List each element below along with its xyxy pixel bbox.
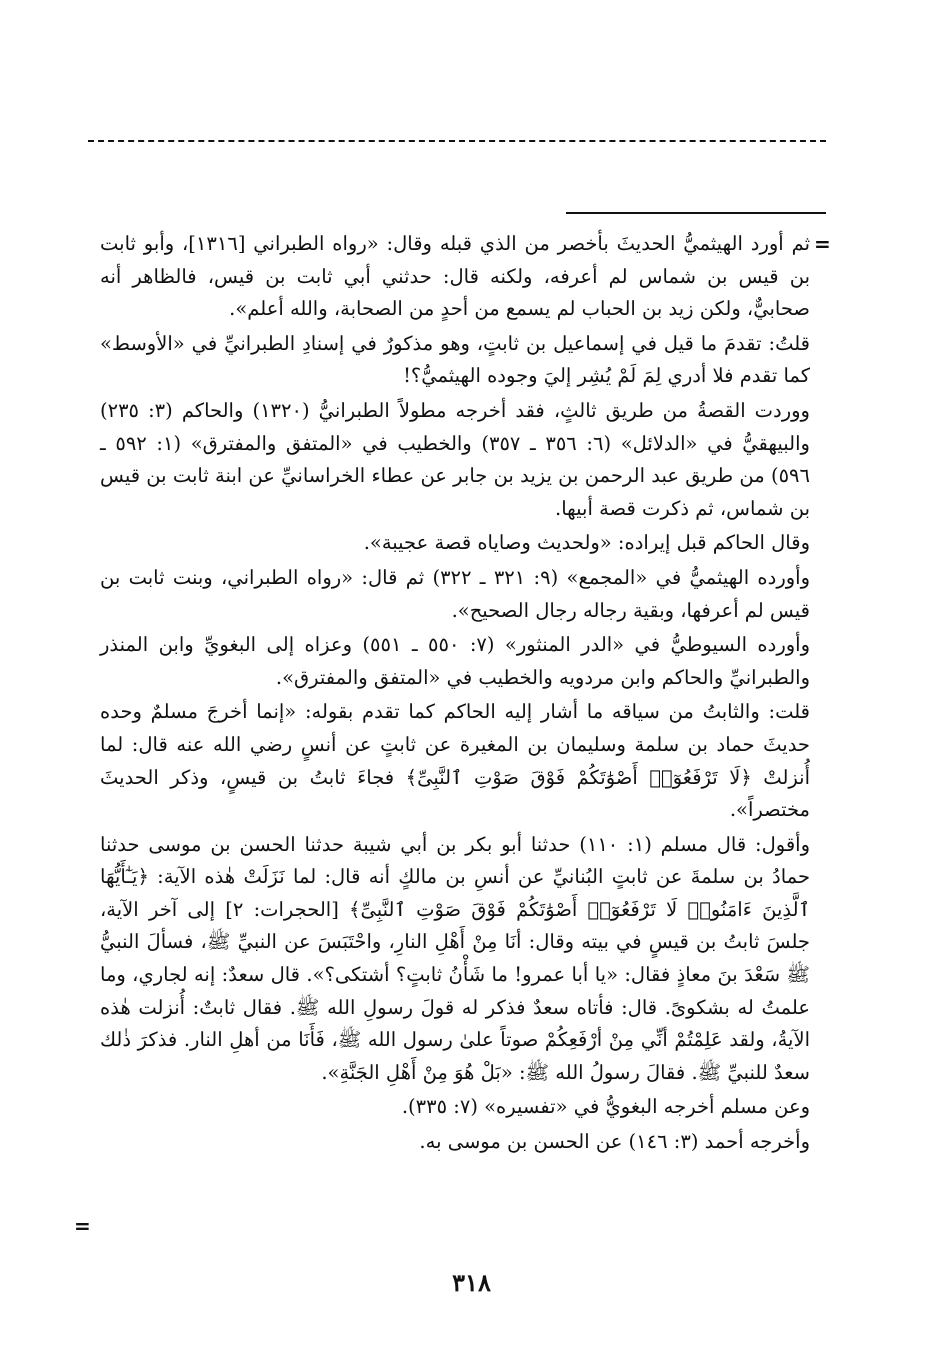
page-number: ٣١٨ [452, 1268, 491, 1297]
paragraph: وأقول: قال مسلم (١: ١١٠) حدثنا أبو بكر بن أبي شيبة حدثنا الحسن بن موسى حدثنا حمادُ بن سلمةَ عن ثابتٍ البُنانيِّ عن أنسِ بن مالكٍ أنه قال: لما نَزَلَتْ هٰذه الآية: ﴿يَـٰٓأَيُّهَا ٱلَّذِينَ ءَامَنُوا۟ لَا تَرْفَعُوٓا۟ أَصْوَٰتَكُمْ فَوْقَ صَوْتِ ٱلنَّبِىِّ﴾ [الحجرات: ٢] إلى آخر الآية، جلسَ ثابتُ بن قيسٍ في بيته وقال: أنَا مِنْ أَهْلِ النارِ، واحْتَبَسَ عن النبيِّ ﷺ، فسألَ النبيُّ ﷺ سَعْدَ بنَ معاذٍ فقال: «يا أبا عمرو! ما شَأْنُ ثابتٍ؟ أشتكى؟». قال سعدٌ: إنه لجاري، وما علمتُ له بشكوىً. قال: فأتاه سعدٌ فذكر له قولَ رسولِ الله ﷺ. فقال ثابتٌ: أُنزلت هٰذه الآيةُ، ولقد عَلِمْتُمْ أنِّي مِنْ أرْفَعِكُمْ صوتاً علىٰ رسول الله ﷺ، فَأَنَا من أهلِ النار. فذكرَ ذٰلك سعدٌ للنبيِّ ﷺ. فقالَ رسولُ الله ﷺ: «بَلْ هُوَ مِنْ أَهْلِ الجَنَّةِ». [100, 832, 810, 1084]
paragraph: وأورده السيوطيُّ في «الدر المنثور» (٧: ٥٥٠ ـ ٥٥١) وعزاه إلى البغويِّ وابن المنذر والطبرانيِّ والحاكم وابن مردويه والخطيب في «المتفق والمفترق». [100, 633, 810, 689]
paragraph: ووردت القصةُ من طريق ثالثٍ، فقد أخرجه مطولاً الطبرانيُّ (١٣٢٠) والحاكم (٣: ٢٣٥) والبيهقيُّ في «الدلائل» (٦: ٣٥٦ ـ ٣٥٧) والخطيب في «المتفق والمفترق» (١: ٥٩٢ ـ ٥٩٦) من طريق عبد الرحمن بن يزيد بن جابر عن عطاء الخراسانيِّ عن ابنة ثابت بن قيس بن شماس، ثم ذكرت قصة أبيها. [100, 398, 810, 520]
header-dashed-rule [88, 140, 826, 142]
continuation-marker-bottom: = [74, 1214, 91, 1238]
paragraph: وقال الحاكم قبل إيراده: «ولحديث وصاياه قصة عجيبة». [363, 531, 810, 555]
paragraph: قلتُ: تقدمَ ما قيل في إسماعيل بن ثابتٍ، وهو مذكورٌ في إسنادِ الطبرانيِّ في «الأوسط» كما تقدم فلا أدري لِمَ لَمْ يُشِر إليَ وجوده الهيثميُّ؟! [100, 331, 810, 388]
paragraph: وعن مسلم أخرجه البغويُّ في «تفسيره» (٧: ٣٣٥). [401, 1095, 810, 1119]
continuation-marker-top: = [814, 232, 831, 256]
paragraph: ثم أورد الهيثميُّ الحديثَ بأخصر من الذي قبله وقال: «رواه الطبراني [١٣١٦]، وأبو ثابت بن قيس بن شماس لم أعرفه، ولكنه قال: حدثني أبي ثابت بن قيس، فالظاهر أنه صحابيٌّ، ولكن زيد بن الحباب لم يسمع من أحدٍ من الصحابة، والله أعلم». [100, 232, 810, 321]
footnote-text [100, 228, 810, 1161]
paragraph: وأخرجه أحمد (٣: ١٤٦) عن الحسن بن موسى به. [419, 1130, 810, 1154]
paragraph: وأورده الهيثميُّ في «المجمع» (٩: ٣٢١ ـ ٣٢٢) ثم قال: «رواه الطبراني، وبنت ثابت بن قيس لم أعرفها، وبقية رجاله رجال الصحيح». [100, 565, 810, 622]
paragraph: قلت: والثابتُ من سياقه ما أشار إليه الحاكم كما تقدم بقوله: «إنما أخرجَ مسلمٌ وحده حديثَ حماد بن سلمة وسليمان بن المغيرة عن ثابتٍ عن أنسٍ رضي الله عنه قال: لما أُنزلتْ ﴿لَا تَرْفَعُوٓا۟ أَصْوَٰتَكُمْ فَوْقَ صَوْتِ ٱلنَّبِىِّ﴾ فجاءَ ثابتُ بن قيسٍ، وذكر الحديثَ مختصراً». [100, 700, 810, 822]
footnote-separator [566, 212, 826, 214]
